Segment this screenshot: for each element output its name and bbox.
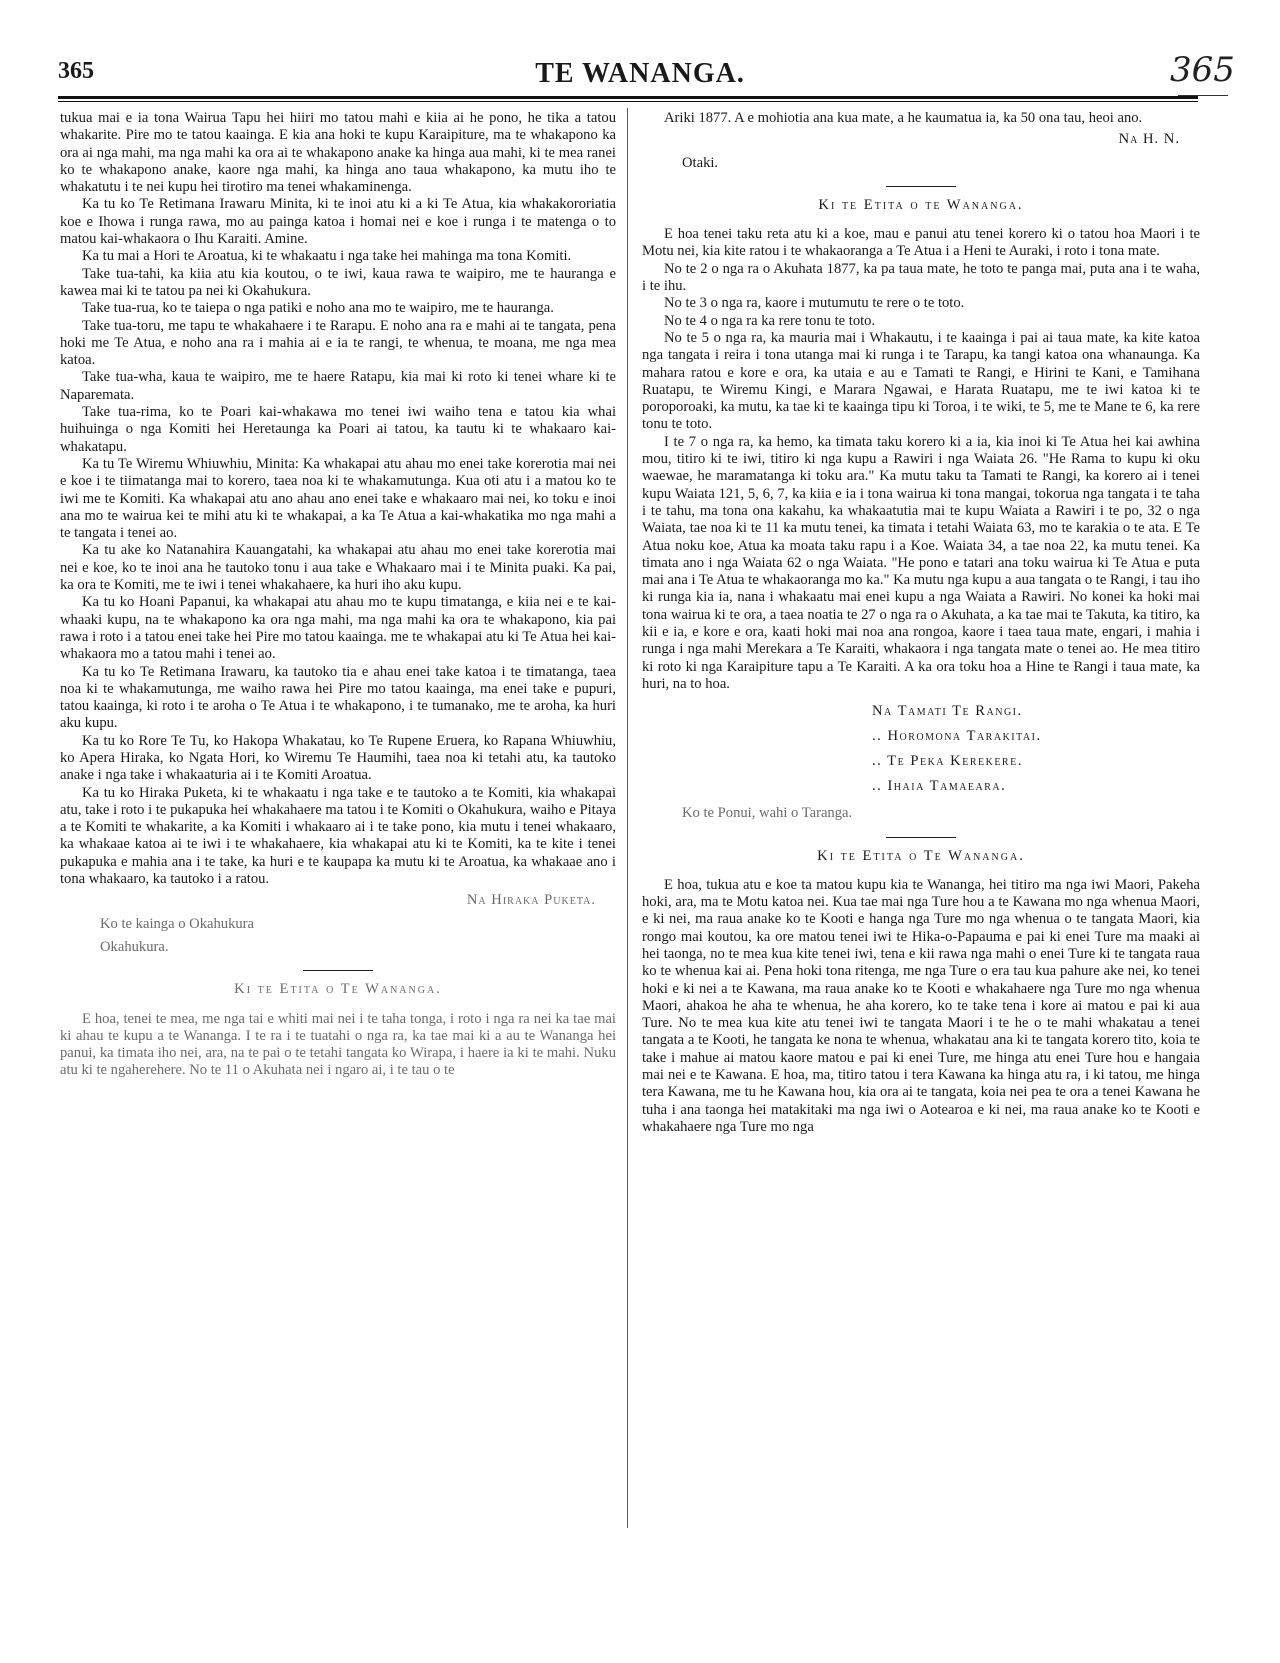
paragraph: Take tua-rua, ko te taiepa o nga patiki e noho ana mo te waipiro, me te hauranga.: [82, 300, 554, 317]
paragraph: Ka tu ko Hoani Papanui, ka whakapai atu ahau mo te kupu timatanga, e kiia nei e te kai-whaaki kupu, na te whakapono ka ora nga mahi, ma nga mahi ka ora te whakapono, kia pai rawa i roto i a tatou enei take hei Pire mo tatou kaainga. me te whakapai atu ki Te Atua hei kai-whakaora mo a tatou mahi i tenei ao.: [60, 594, 616, 663]
right-signature-1: Na H. N.: [1118, 131, 1180, 148]
header-rule: [58, 96, 1198, 99]
header-rule-thin: [58, 101, 1198, 102]
paragraph: tukua mai e ia tona Wairua Tapu hei hiiri mo tatou mahi e kiia ai he pono, he tika a tatou whakarite. Pire mo te tatou kaainga. E kia ana hoki te kupu Karaipiture, ma te whakapono ka ora ai nga mahi, ma nga mahi ka ora ai te whakapono anake ka hinga aua mahi, ki te mea ranei ko te whakapono anake, kaore nga mahi, ka hinga ano taua whakapono, ka mutu iho te whakatutu i te nei kupu hei tirotiro ma tenei whakaminenga.: [60, 110, 616, 196]
right-signature-list: [872, 699, 1200, 799]
paragraph: Take tua-toru, me tapu te whakahaere i te Rarapu. E noho ana ra e mahi ai te tangata, pena hoki me Te Atua, e noho ana ra i mahia ai e ia te rangi, te whenua, te moana, me nga mea katoa.: [60, 317, 616, 369]
signatory-name: .. Horomona Tarakitai.: [872, 728, 1042, 745]
left-paragraphs: [60, 110, 616, 888]
paragraph: Take tua-rima, ko te Poari kai-whakawa mo tenei iwi waiho tena e tatou kia whai huihuinga o nga Komiti hei Heretaunga ka Poari ai tatou, ka tautu ki te whakaaro kai-whakatapu.: [60, 404, 616, 455]
right-column: [642, 110, 1200, 1136]
right-place-2: Ko te Ponui, wahi o Taranga.: [682, 805, 853, 822]
paragraph: No te 2 o nga ra o Akuhata 1877, ka pa taua mate, he toto te panga mai, puta ana i te waha, i te ihu.: [642, 260, 1200, 295]
paragraph: No te 5 o nga ra, ka mauria mai i Whakautu, i te kaainga i pai ai taua mate, ka kite katoa nga tangata i reira i tona utanga mai ki runga i te Tarapu, ka tangi katoa ona whanaunga. Ka mahara ratou e kore e ora, ka utaia e au e Tamati te Rangi, e Hirini te Kani, e Tamihana Ruatapu, te Wiremu Kingi, e Marara Ngawai, e Harata Ruatapu, me te iwi katoa ki te poroporoaki, ka mutu, ka tae ki te kaainga tipu ki Toroa, i te wiki, te 5, me te Mane te 6, ka rere tonu te toto.: [642, 329, 1200, 433]
paragraph: I te 7 o nga ra, ka hemo, ka timata taku korero ki a ia, kia inoi ki Te Atua hei kai awhina mou, titiro ki te iwi, titiro ki nga kupu a Rawiri i nga Waiata 26. "He Rama to kupu ki oku waewae, he maramatanga ki toku ara." Ka mutu taku ta Tamati te Rangi, ka korero ai i tenei kupu Waiata 121, 5, 6, 7, ka kiia e ia i tona wairua ki tona mangai, tokorua nga tangata i te taha i te tahu, ma tona ona kakahu, ka whakaatutia mai te kupu Waiata a Rawiri i te po, 32 o nga Waiata, tae noa ki te 11 ka mutu tenei, ka timata i tetahi Waiata 63, mo te karakia o te ata. E Te Atua noku koe, Atua ka moata taku rapu i a Koe. Waiata 34, a tae noa 22, ka mutu tenei. Ka timata ano i nga Waiata 62 o nga Waiata. "He pono e tatari ana toku wairua ki Te Atua e puta mai ana i Te Atua te whakaoranga mo ka." Ka mutu nga kupu a aua tangata o te Rangi, i tau iho ki runga kia ia, nana i whakaatu mai enei kupu a nga Waiata a Rawiri. No konei ka hoki mai tona wairua ki te ora, a taea noatia te 27 o nga ra o Akuhata, a ka tae mai te Takuta, ka titiro, ka kii e ia, e kore e ora, kaati hoki mai noa ana rongoa, kaore i taea taua mate, engari, i mahia i runga i nga mahi Merekara a Te Karaiti, whakaora i nga tangata mate o tenei ao. He mea titiro ki roto ki nga Karaipiture tapu a Te Karaiti. A ka ora toku hoa a Hine te Rangi i taua mate, ka huri, na to hoa.: [642, 433, 1200, 692]
signatory-name: Na Tamati Te Rangi.: [872, 703, 1023, 720]
page-number: 365: [58, 58, 94, 84]
left-sig-place: Ko te kainga o Okahukura: [100, 915, 254, 932]
left-column: [60, 110, 616, 1080]
left-sig-town: Okahukura.: [100, 938, 169, 955]
paragraph: Ka tu ko Rore Te Tu, ko Hakopa Whakatau, ko Te Rupene Eruera, ko Rapana Whiuwhiu, ko Apera Hiraka, ko Ngata Hori, ko Wiremu Te Haumihi, taea noa ki tetahi atu, ka tautoko anake i nga take i whakaaturia ai i te Komiti Aroatua.: [60, 732, 616, 784]
paragraph: Ka tu ko Te Retimana Irawaru Minita, ki te inoi atu ki a ki Te Atua, kia whakakororiatia koe e Ihowa i runga rawa, mo au painga katoa i homai nei e koe i runga i te matenga o to matou kai-whakaora o Ihu Karaiti. Amine.: [60, 196, 616, 248]
paragraph: No te 3 o nga ra, kaore i mutumutu te rere o te toto.: [664, 295, 965, 312]
paragraph: Take tua-wha, kaua te waipiro, me te haere Ratapu, kia mai ki roto ki tenei whare ki te Naparemata.: [60, 369, 616, 403]
right-letter-body-1: [642, 226, 1200, 693]
section-rule: [303, 970, 373, 971]
paragraph: Ka tu ake ko Natanahira Kauangatahi, ka whakapai atu ahau mo enei take korerotia mai nei e koe, ko te inoi ana he tautoko tonu i aua take e Whakaaro mai i te Minita puaki. Ka pai, ka ora te Komiti, me te iwi i tenei whakahaere, ka huri iho aku kupu.: [60, 542, 616, 594]
right-letter-body-2: [642, 877, 1200, 1136]
column-divider: [627, 108, 628, 1528]
paragraph: E hoa, tenei te mea, me nga tai e whiti mai nei i te taha tonga, i roto i nga ra nei ka tae mai ki ahau te kupu a te Wananga. I te ra i te tuatahi o nga ra, ka tae mai ki a au te Wananga hei panui, ka timata iho nei, ara, na te pai o te tetahi tangata ko Wirapa, i haere ia ki te mahi. Nuku atu ki te ngaherehere. No te 11 o Akuhata nei i ngaro ai, i te tau o te: [60, 1010, 616, 1079]
paragraph: Ka tu Te Wiremu Whiuwhiu, Minita: Ka whakapai atu ahau mo enei take korerotia mai nei e koe i te tiimatanga mai to korero, taea noa ki te whakamutunga. Kua oti atu i a matou ko te iwi me te Komiti. Ka whakapai atu ano ahau ano enei take e whakaaro mai nei, ko toku e inoi ana mo te wairua kei te mihi atu ki te whakapai, a ka Te Atua a kai-whakatika mo nga mahi a te tangata i tenei ao.: [60, 455, 616, 542]
left-letter-heading: Ki te Etita o Te Wananga.: [234, 981, 442, 998]
paragraph: Ka tu mai a Hori te Aroatua, ki te whakaatu i nga take hei mahinga ma tona Komiti.: [82, 248, 572, 265]
paragraph: Ka tu ko Hiraka Puketa, ki te whakaatu i nga take e te tautoko a te Komiti, kia whakapai atu, take i roto i te pukapuka hei whakahaere ma tatou i te Komiti o Okahukura, waiho e Pitaya a te Komiti te whakarite, a ka Komiti i whakaaro ai i te take pono, kia mutu i tenei whakaaro, ka whakaae katoa ai te iwi i te whakahaere, kia whakapai atu ki te Komiti, ka te kite i tenei pukapuka e mahia ana i te take, ka huri e te kaupapa ka mutu ki te Aroatua, ka whakaae ano i tona whakaaro, ka tautoko i a ratou.: [60, 784, 616, 888]
paragraph: No te 4 o nga ra ka rere tonu te toto.: [664, 312, 876, 329]
paragraph: E hoa tenei taku reta atu ki a koe, mau e panui atu tenei korero ki o tatou hoa Maori i te Motu nei, kia kite ratou i te whakaoranga a Te Atua i a Heni te Auraki, i roto i tona mate.: [642, 226, 1200, 260]
section-rule: [886, 186, 956, 187]
signatory-name: .. Te Peka Kerekere.: [872, 753, 1023, 770]
right-letter-heading-1: Ki te Etita o te Wananga.: [818, 196, 1024, 213]
right-place-1: Otaki.: [682, 154, 719, 171]
signatory-name: .. Ihaia Tamaeara.: [872, 778, 1007, 795]
handwritten-page-number: 365: [1170, 50, 1235, 90]
left-letter-body: [60, 1011, 616, 1080]
right-letter-heading-2: Ki te Etita o Te Wananga.: [817, 847, 1025, 864]
masthead-title: TE WANANGA.: [535, 58, 745, 89]
left-signature: Na Hiraka Puketa.: [466, 892, 596, 909]
paragraph: Take tua-tahi, ka kiia atu kia koutou, o te iwi, kaua rawa te waipiro, me te hauranga e kawea mai ki te tatou pa nei ki Okahukura.: [60, 265, 616, 299]
right-paragraphs-1: [642, 110, 1200, 127]
paragraph: Ariki 1877. A e mohiotia ana kua mate, a he kaumatua ia, ka 50 ona tau, heoi ano.: [664, 110, 1143, 126]
paragraph: Ka tu ko Te Retimana Irawaru, ka tautoko tia e ahau enei take katoa i te timatanga, taea noa ki te whakamutunga, me waiho rawa hei Pire mo tatou kaainga, ma enei take e pupuri, tatou kaainga, ki roto i te aroha o Te Atua i te whakapono, i te tumanako, me te aroha, ka huri aku kupu.: [60, 663, 616, 732]
paragraph: E hoa, tukua atu e koe ta matou kupu kia te Wananga, hei titiro ma nga iwi Maori, Pakeha hoki, ara, ma te Motu katoa nei. Kua tae mai nga Ture hou a te Kawana mo nga whenua Maori, e ki nei, ma raua anake ko te Kooti e hanga nga Ture mo nga whenua o te tangata Maori, kia rongo mai koutou, ka ore matou tenei iwi te Hika-o-Papauma e pai ki enei Ture ma maaki ai hei taonga, no te mea kua kite tenei iwi, tena e kii rawa nga mahi o enei Ture ki te tangata raua ko te whenua kai ai. Pena hoki tona ritenga, me nga Ture o era tau kua pahure ake nei, ko tenei hoki e ki nei a te Kawana, ma raua anake ko te Kooti e whakahaere nga Ture mo nga whenua Maori, ahakoa he aha te whenua, he aha korero, ko te take tena i kore ai matou e pai ki aua Ture. No te mea kua kite atu tenei iwi te tangata Maori i te he o te mahi whakatau a tenei tangata a te Kooti, he tangata ke nona te whenua, whakatau ana ki te tangata korero tito, koia te take i mahue ai matou kaore matou e pai ki enei Ture, me hinga atu enei Ture hou e hangaia mai nei e te Kawana. E hoa, ma, titiro tatou i tera Kawana ka hinga atu ra, i ki tatou, me hinga tera Kawana, me tu he Kawana hou, kia ora ai te tangata, koia nei pea te ora a tenei Kawana he tuha i ana taonga hei matakitaki ma nga iwi o Aotearoa e ki nei, ma raua anake ko te Kooti e whakahaere nga Ture mo nga: [642, 876, 1200, 1135]
section-rule: [886, 837, 956, 838]
